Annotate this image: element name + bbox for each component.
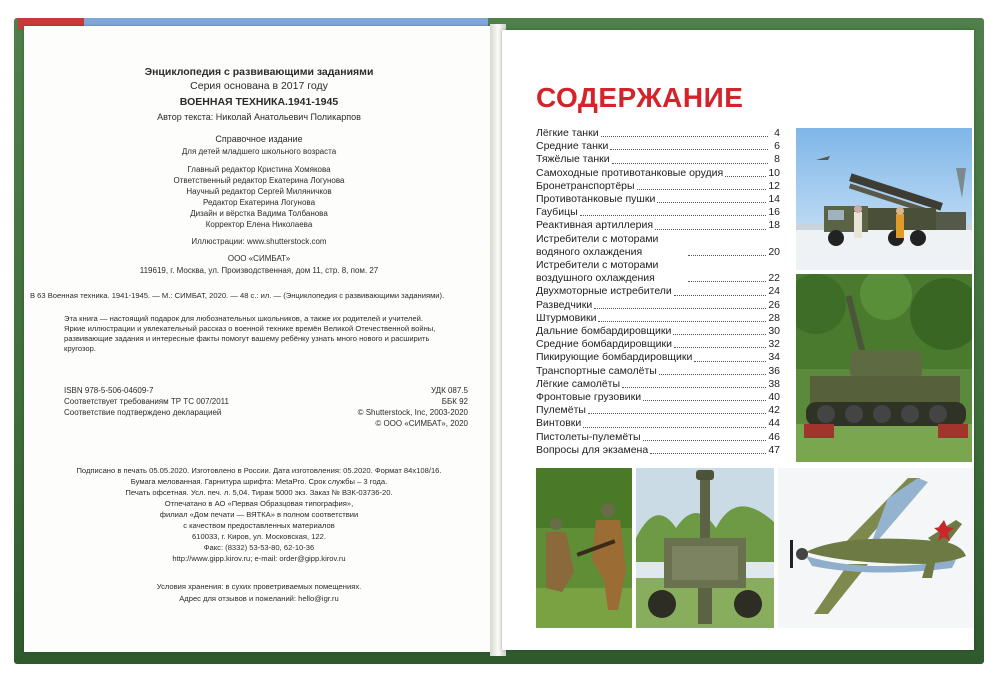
encyclopedia-title: Энциклопедия с развивающими заданиями — [144, 66, 374, 78]
staff-line: Главный редактор Кристина Хомякова — [187, 165, 331, 174]
abstract-line: Яркие иллюстрации и увлекательный рассказ о военной технике времён Великой Отечественной войны, — [64, 324, 436, 333]
staff-line: Научный редактор Сергей Миляничков — [186, 187, 332, 196]
staff-line: Ответственный редактор Екатерина Логунова — [173, 176, 345, 185]
staff-line: Редактор Екатерина Логунова — [202, 198, 316, 207]
toc-entry: Разведчики 26 — [536, 298, 780, 311]
abstract-line: Эта книга — настоящий подарок для любознательных школьников, а также их родителей и учителей. — [64, 314, 423, 323]
udk-line: © ООО «СИМБАТ», 2020 — [375, 419, 468, 428]
edition-line: Справочное издание — [215, 134, 303, 144]
toc-entry: Вопросы для экзамена 47 — [536, 443, 780, 456]
rocket-launcher-photo — [796, 128, 972, 270]
toc-entry: Средние бомбардировщики 32 — [536, 338, 780, 351]
toc-title: СОДЕРЖАНИЕ — [536, 82, 744, 113]
toc-entry: Пистолеты-пулемёты 46 — [536, 430, 780, 443]
toc-entry: Самоходные противотанковые орудия 10 — [536, 166, 780, 179]
storage-line: Условия хранения: в сухих проветриваемых помещениях. — [156, 582, 362, 591]
print-line: с качеством предоставленных материалов — [183, 521, 335, 530]
print-line: Факс: (8332) 53-53-80, 62-10-36 — [203, 543, 315, 552]
abstract-line: развивающие задания и интересные факты помогут вашему ребёнку узнать много нового и расширить — [64, 334, 430, 343]
soldiers-photo — [536, 468, 632, 628]
toc-entry: Противотанковые пушки 14 — [536, 193, 780, 206]
udk-line: © Shutterstock, Inc, 2003-2020 — [357, 408, 468, 417]
staff-line: Корректор Елена Николаева — [205, 220, 313, 229]
print-line: Бумага мелованная. Гарнитура шрифта: MetaPro. Срок службы – 3 года. — [130, 477, 388, 486]
il2-aircraft-photo — [778, 468, 974, 628]
bibliographic-record: В 63 Военная техника. 1941-1945. — М.: СИМБАТ, 2020. — 48 с.: ил. — (Энциклопедия с развивающими заданиями). — [30, 291, 445, 300]
udk-line: УДК 087.5 — [430, 386, 468, 395]
isbn-line: Соответствует требованиям ТР ТС 007/2011 — [64, 397, 229, 406]
toc-entry: Реактивная артиллерия 18 — [536, 219, 780, 232]
toc-entry: Гаубицы 16 — [536, 206, 780, 219]
imprint-page — [24, 26, 494, 652]
toc-entry: Винтовки 44 — [536, 417, 780, 430]
table-of-contents — [536, 127, 780, 457]
book-title: ВОЕННАЯ ТЕХНИКА.1941-1945 — [179, 96, 339, 108]
publisher-address: 119619, г. Москва, ул. Производственная, дом 11, стр. 8, пом. 27 — [139, 266, 379, 275]
toc-entry: Пикирующие бомбардировщики 34 — [536, 351, 780, 364]
toc-entry: Двухмоторные истребители 24 — [536, 285, 780, 298]
feedback-line: Адрес для отзывов и пожеланий: hello@igr.ru — [179, 594, 339, 603]
t34-tank-photo — [796, 274, 972, 462]
print-line: филиал «Дом печати — ВЯТКА» в полном соответствии — [159, 510, 359, 519]
toc-entry: Бронетранспортёры 12 — [536, 179, 780, 192]
toc-entry: Лёгкие самолёты 38 — [536, 377, 780, 390]
isbn-line: Соответствие подтверждено декларацией — [64, 408, 222, 417]
print-line: Печать офсетная. Усл. печ. л. 5,04. Тираж 5000 экз. Заказ № ВЗК-03736-20. — [125, 488, 393, 497]
toc-entry: Штурмовики 28 — [536, 311, 780, 324]
isbn-line: ISBN 978-5-506-04609-7 — [64, 386, 154, 395]
toc-entry: Средние танки 6 — [536, 140, 780, 153]
series-line: Серия основана в 2017 году — [190, 80, 328, 92]
toc-entry: Дальние бомбардировщики 30 — [536, 325, 780, 338]
toc-entry: Фронтовые грузовики 40 — [536, 391, 780, 404]
toc-entry: Транспортные самолёты 36 — [536, 364, 780, 377]
abstract-line: кругозор. — [64, 344, 96, 353]
publisher-name: ООО «СИМБАТ» — [227, 254, 291, 263]
toc-entry: Тяжёлые танки 8 — [536, 153, 780, 166]
howitzer-photo — [636, 468, 774, 628]
toc-entry: Истребители с моторами воздушного охлаждения 22 — [536, 259, 780, 285]
udk-line: ББК 92 — [441, 397, 468, 406]
print-line: Подписано в печать 05.05.2020. Изготовлено в России. Дата изготовления: 05.2020. Формат 84х108/16. — [76, 466, 442, 475]
toc-entry: Пулемёты 42 — [536, 404, 780, 417]
toc-entry: Лёгкие танки 4 — [536, 127, 780, 139]
author-line: Автор текста: Николай Анатольевич Поликарпов — [157, 112, 361, 122]
audience-line: Для детей младшего школьного возраста — [181, 147, 337, 156]
print-line: http://www.gipp.kirov.ru; e-mail: order@gipp.kirov.ru — [172, 554, 346, 563]
staff-line: Дизайн и вёрстка Вадима Толбанова — [190, 209, 328, 218]
toc-entry: Истребители с моторами водяного охлаждения 20 — [536, 232, 780, 258]
print-line: Отпечатано в АО «Первая Образцовая типография», — [164, 499, 354, 508]
illustrations-line: Иллюстрации: www.shutterstock.com — [191, 237, 327, 246]
print-line: 610033, г. Киров, ул. Московская, 122. — [192, 532, 326, 541]
